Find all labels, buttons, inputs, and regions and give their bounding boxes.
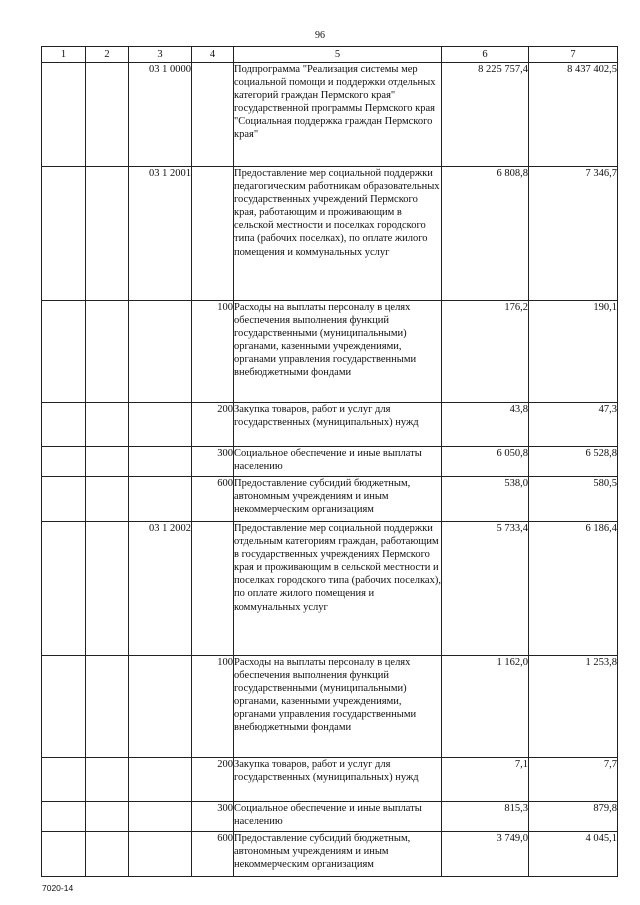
amount-year1-cell: 1 162,0 <box>442 656 529 758</box>
subsection-cell <box>86 758 129 802</box>
subsection-cell <box>86 403 129 447</box>
amount-year2-cell: 4 045,1 <box>529 832 618 877</box>
description-cell: Расходы на выплаты персоналу в целях обеспечения выполнения функций государственными (муниципальными) органами, казенными учреждениями, органами управления государственными внебюджетными фондами <box>234 301 442 403</box>
description-cell: Предоставление субсидий бюджетным, автономным учреждениям и иным некоммерческим организациям <box>234 832 442 877</box>
target-code-cell <box>129 447 192 477</box>
amount-year2-cell: 47,3 <box>529 403 618 447</box>
table-row <box>42 301 618 403</box>
subsection-cell <box>86 167 129 301</box>
expense-type-cell: 100 <box>192 301 234 403</box>
amount-year2-cell: 7,7 <box>529 758 618 802</box>
description-cell: Подпрограмма "Реализация системы мер социальной помощи и поддержки отдельных категорий граждан Пермского края" государственной программы Пермского края "Социальная поддержка граждан Пермского края" <box>234 63 442 167</box>
expense-type-cell <box>192 167 234 301</box>
section-cell <box>42 403 86 447</box>
subsection-cell <box>86 447 129 477</box>
expense-type-cell: 600 <box>192 832 234 877</box>
table-row <box>42 802 618 832</box>
header-cell: 6 <box>442 47 529 63</box>
expense-type-cell: 300 <box>192 447 234 477</box>
header-cell: 7 <box>529 47 618 63</box>
section-cell <box>42 63 86 167</box>
table-row <box>42 656 618 758</box>
page-number: 96 <box>315 30 325 41</box>
expense-type-cell: 600 <box>192 477 234 522</box>
expense-type-cell <box>192 63 234 167</box>
budget-table <box>41 46 618 877</box>
amount-year1-cell: 176,2 <box>442 301 529 403</box>
header-cell: 3 <box>129 47 192 63</box>
target-code-cell <box>129 477 192 522</box>
table-row <box>42 403 618 447</box>
section-cell <box>42 802 86 832</box>
description-cell: Расходы на выплаты персоналу в целях обеспечения выполнения функций государственными (муниципальными) органами, казенными учреждениями, органами управления государственными внебюджетными фондами <box>234 656 442 758</box>
section-cell <box>42 447 86 477</box>
header-cell: 5 <box>234 47 442 63</box>
amount-year2-cell: 879,8 <box>529 802 618 832</box>
amount-year1-cell: 6 808,8 <box>442 167 529 301</box>
section-cell <box>42 522 86 656</box>
target-code-cell <box>129 802 192 832</box>
section-cell <box>42 758 86 802</box>
amount-year1-cell: 43,8 <box>442 403 529 447</box>
amount-year2-cell: 6 186,4 <box>529 522 618 656</box>
target-code-cell <box>129 656 192 758</box>
amount-year2-cell: 7 346,7 <box>529 167 618 301</box>
target-code-cell <box>129 758 192 802</box>
footer-code: 7020-14 <box>42 883 74 893</box>
subsection-cell <box>86 522 129 656</box>
table-row <box>42 63 618 167</box>
amount-year1-cell: 538,0 <box>442 477 529 522</box>
target-code-cell <box>129 403 192 447</box>
target-code-cell <box>129 301 192 403</box>
description-cell: Предоставление мер социальной поддержки педагогическим работникам образовательных государственных учреждений Пермского края, работающим и проживающим в сельской местности и поселках городского типа (рабочих поселках), по оплате жилого помещения и коммунальных услуг <box>234 167 442 301</box>
amount-year1-cell: 8 225 757,4 <box>442 63 529 167</box>
amount-year2-cell: 8 437 402,5 <box>529 63 618 167</box>
amount-year1-cell: 815,3 <box>442 802 529 832</box>
description-cell: Предоставление мер социальной поддержки отдельным категориям граждан, работающим в государственных учреждениях Пермского края и проживающим в сельской местности и поселках городского типа (рабочих поселках), по оплате жилого помещения и коммунальных услуг <box>234 522 442 656</box>
amount-year2-cell: 190,1 <box>529 301 618 403</box>
table-row <box>42 167 618 301</box>
section-cell <box>42 301 86 403</box>
target-code-cell: 03 1 2002 <box>129 522 192 656</box>
amount-year1-cell: 3 749,0 <box>442 832 529 877</box>
description-cell: Социальное обеспечение и иные выплаты населению <box>234 802 442 832</box>
section-cell <box>42 832 86 877</box>
description-cell: Социальное обеспечение и иные выплаты населению <box>234 447 442 477</box>
amount-year2-cell: 580,5 <box>529 477 618 522</box>
subsection-cell <box>86 477 129 522</box>
section-cell <box>42 656 86 758</box>
expense-type-cell: 100 <box>192 656 234 758</box>
subsection-cell <box>86 802 129 832</box>
table-row <box>42 758 618 802</box>
subsection-cell <box>86 832 129 877</box>
subsection-cell <box>86 301 129 403</box>
table-row <box>42 447 618 477</box>
subsection-cell <box>86 63 129 167</box>
header-cell: 4 <box>192 47 234 63</box>
section-cell <box>42 167 86 301</box>
section-cell <box>42 477 86 522</box>
expense-type-cell: 200 <box>192 403 234 447</box>
amount-year1-cell: 5 733,4 <box>442 522 529 656</box>
table-row <box>42 522 618 656</box>
expense-type-cell: 300 <box>192 802 234 832</box>
amount-year2-cell: 6 528,8 <box>529 447 618 477</box>
table-row <box>42 477 618 522</box>
header-cell: 2 <box>86 47 129 63</box>
description-cell: Закупка товаров, работ и услуг для государственных (муниципальных) нужд <box>234 758 442 802</box>
header-row <box>42 47 618 63</box>
description-cell: Предоставление субсидий бюджетным, автономным учреждениям и иным некоммерческим организациям <box>234 477 442 522</box>
expense-type-cell: 200 <box>192 758 234 802</box>
description-cell: Закупка товаров, работ и услуг для государственных (муниципальных) нужд <box>234 403 442 447</box>
amount-year1-cell: 7,1 <box>442 758 529 802</box>
subsection-cell <box>86 656 129 758</box>
target-code-cell: 03 1 0000 <box>129 63 192 167</box>
amount-year2-cell: 1 253,8 <box>529 656 618 758</box>
expense-type-cell <box>192 522 234 656</box>
header-cell: 1 <box>42 47 86 63</box>
target-code-cell: 03 1 2001 <box>129 167 192 301</box>
amount-year1-cell: 6 050,8 <box>442 447 529 477</box>
table-row <box>42 832 618 877</box>
target-code-cell <box>129 832 192 877</box>
